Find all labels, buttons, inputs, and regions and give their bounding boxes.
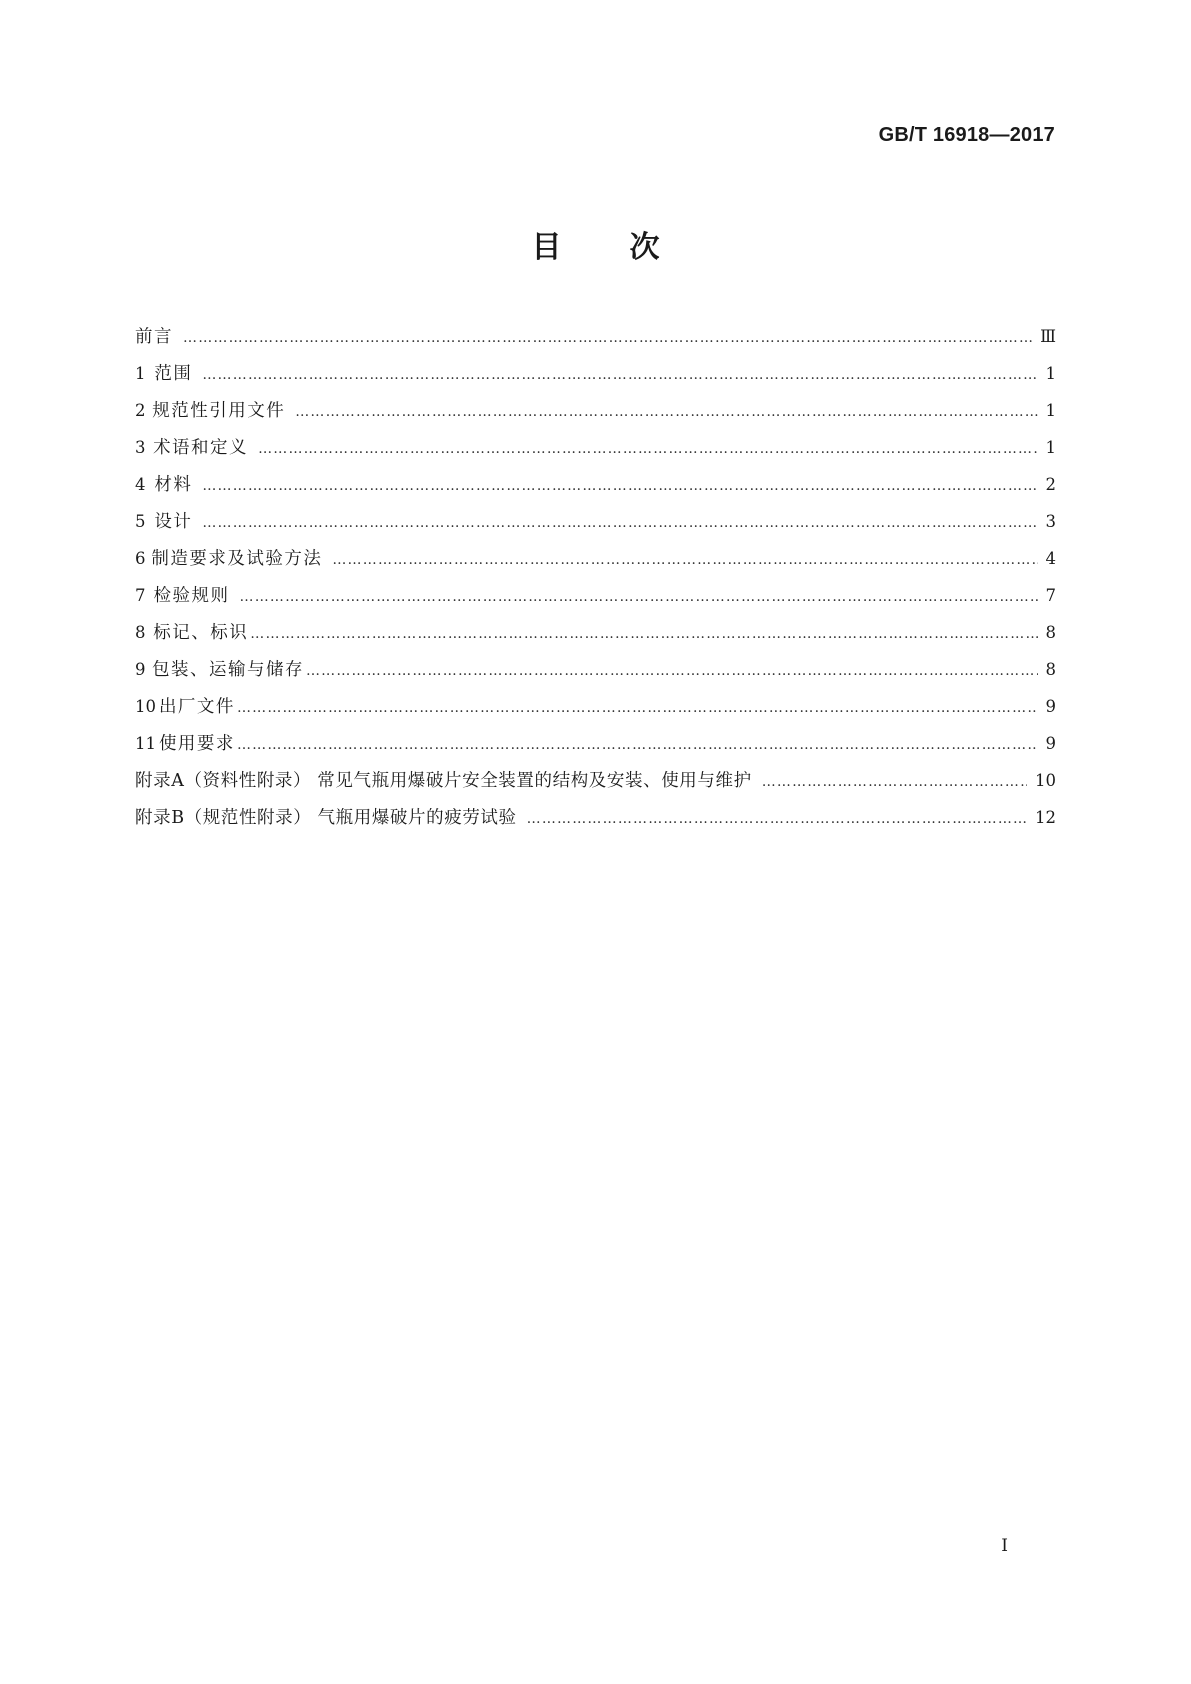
toc-dot-leader	[183, 326, 1032, 350]
toc-entry-number: 9	[135, 660, 146, 679]
toc-entry-page: 8	[1045, 660, 1056, 679]
toc-entry-page: 7	[1045, 586, 1056, 605]
toc-entry-page: 2	[1045, 475, 1056, 494]
toc-entry-label: 标记、标识	[153, 623, 249, 643]
toc-entry-page: 12	[1035, 808, 1056, 827]
toc-dot-leader	[527, 807, 1027, 831]
toc-entry-page: Ⅲ	[1040, 327, 1056, 346]
standard-code: GB/T 16918—2017	[878, 124, 1055, 146]
toc-dot-leader	[295, 400, 1037, 424]
toc-entry-number: 3	[135, 438, 146, 457]
toc-entry-label: 范围	[154, 364, 193, 384]
toc-entry-3[interactable]	[135, 436, 1056, 473]
toc-entry-page: 1	[1045, 401, 1056, 420]
toc-entry-number: 8	[135, 623, 146, 642]
toc-entry-number: 1	[135, 364, 146, 383]
toc-entry-7[interactable]	[135, 584, 1056, 621]
toc-entry-label: 制造要求及试验方法	[151, 549, 323, 569]
toc-entry-label: 附录A（资料性附录） 常见气瓶用爆破片安全装置的结构及安装、使用与维护	[135, 771, 752, 791]
table-of-contents	[135, 325, 1056, 843]
toc-entry-page: 1	[1045, 364, 1056, 383]
toc-entry-label: 前言	[135, 327, 173, 347]
toc-dot-leader	[237, 733, 1038, 757]
toc-entry-number: 7	[135, 586, 146, 605]
toc-entry-appendix-a[interactable]	[135, 769, 1056, 806]
toc-entry-label: 术语和定义	[153, 438, 249, 458]
toc-entry-9[interactable]	[135, 658, 1056, 695]
toc-entry-foreword[interactable]	[135, 325, 1056, 362]
toc-dot-leader	[202, 474, 1037, 498]
toc-dot-leader	[202, 363, 1037, 387]
toc-entry-4[interactable]	[135, 473, 1056, 510]
toc-dot-leader	[250, 622, 1037, 646]
toc-entry-number: 6	[135, 549, 146, 568]
toc-entry-number: 4	[135, 475, 146, 494]
toc-entry-page: 4	[1045, 549, 1056, 568]
toc-dot-leader	[258, 437, 1037, 461]
toc-entry-10[interactable]	[135, 695, 1056, 732]
toc-dot-leader	[240, 585, 1038, 609]
toc-entry-6[interactable]	[135, 547, 1056, 584]
toc-entry-page: 10	[1035, 771, 1056, 790]
toc-entry-label: 材料	[154, 475, 193, 495]
toc-entry-2[interactable]	[135, 399, 1056, 436]
toc-dot-leader	[306, 659, 1038, 683]
toc-entry-page: 8	[1045, 623, 1056, 642]
toc-entry-label: 附录B（规范性附录） 气瓶用爆破片的疲劳试验	[135, 808, 517, 828]
toc-dot-leader	[202, 511, 1037, 535]
toc-entry-label: 使用要求	[158, 734, 235, 754]
toc-entry-number: 2	[135, 401, 146, 420]
toc-entry-appendix-b[interactable]	[135, 806, 1056, 843]
toc-entry-number: 10	[135, 697, 156, 716]
toc-entry-page: 9	[1045, 734, 1056, 753]
toc-dot-leader	[237, 696, 1038, 720]
toc-entry-11[interactable]	[135, 732, 1056, 769]
toc-entry-number: 11	[135, 734, 156, 753]
toc-entry-5[interactable]	[135, 510, 1056, 547]
toc-entry-label: 规范性引用文件	[152, 401, 286, 421]
toc-entry-label: 出厂文件	[158, 697, 235, 717]
toc-entry-label: 检验规则	[153, 586, 230, 606]
toc-entry-page: 9	[1045, 697, 1056, 716]
toc-entry-page: 3	[1045, 512, 1056, 531]
page-number: I	[1001, 1536, 1008, 1556]
toc-entry-number: 5	[135, 512, 146, 531]
toc-entry-label: 设计	[154, 512, 193, 532]
toc-entry-8[interactable]	[135, 621, 1056, 658]
toc-entry-label: 包装、运输与储存	[151, 660, 304, 680]
toc-dot-leader	[332, 548, 1037, 572]
page-title: 目次	[531, 230, 728, 265]
toc-entry-1[interactable]	[135, 362, 1056, 399]
toc-dot-leader	[762, 770, 1027, 794]
toc-entry-page: 1	[1045, 438, 1056, 457]
